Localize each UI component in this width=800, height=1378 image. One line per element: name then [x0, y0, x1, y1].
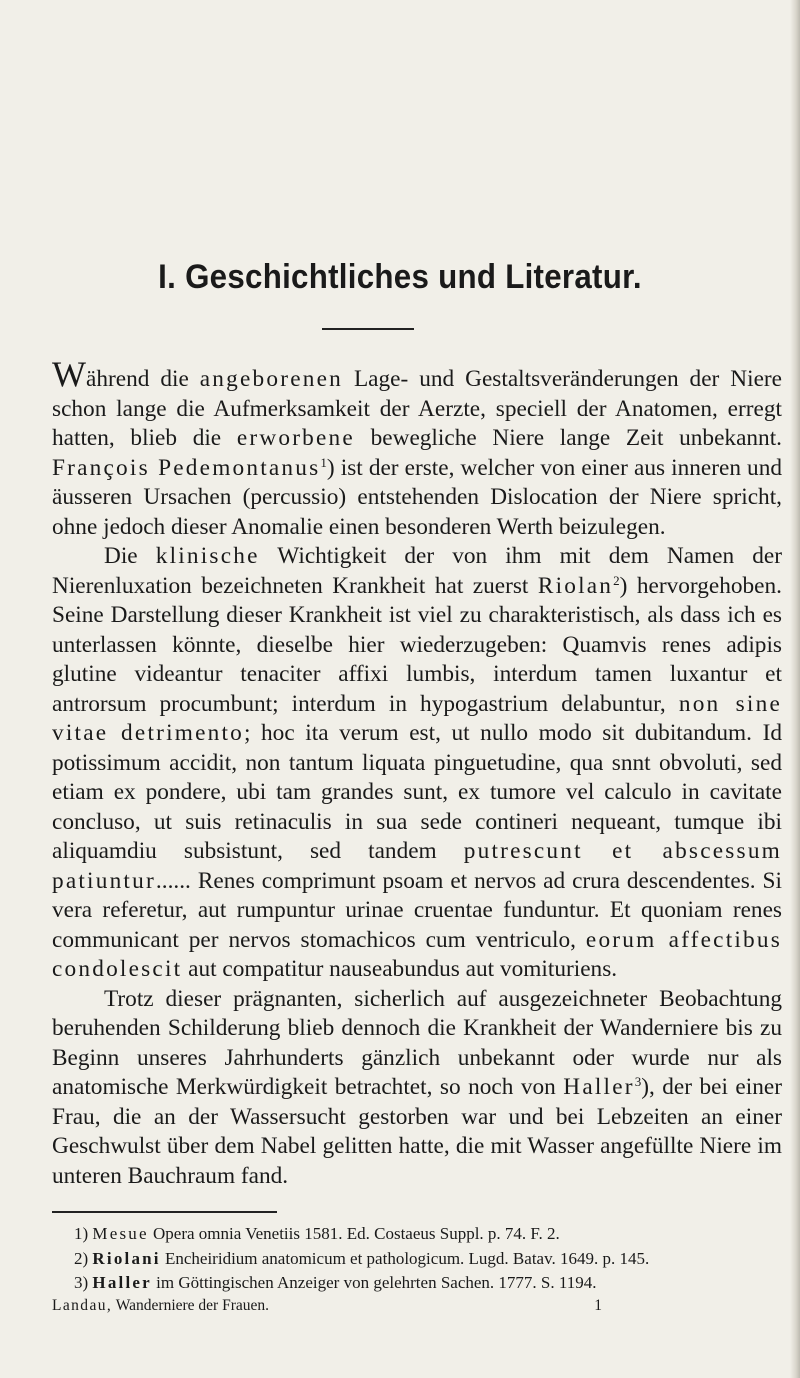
heading-rule	[322, 328, 414, 330]
author-name: Haller	[563, 1074, 635, 1100]
page-footer	[52, 1295, 782, 1317]
text-run: ; hoc ita verum est, ut nullo modo sit dubitandum. Id potissimum accidit, non tantum liquata pinguetudine, qua snnt obvoluti, sed etiam ex pondere, ubi tam grandes sunt, ex tumore vel calculo in cavitate concluso, ut suis retinaculis in sua sede contineri nequeant, tumque ibi aliquamdiu subsistunt, sed tandem	[52, 720, 782, 864]
author-name: Riolan	[537, 572, 614, 599]
text-run: ährend die	[85, 366, 200, 392]
footnote-text: im Göttingischen Anzeiger von gelehrten Sachen. 1777. S. 1194.	[156, 1273, 597, 1292]
spaced-term: angeborenen	[199, 366, 343, 392]
signature-mark: 1	[594, 1296, 602, 1314]
drop-cap: W	[52, 354, 86, 394]
chapter-heading: I. Geschichtliches und Literatur.	[158, 258, 642, 296]
footnote-ref: 2	[613, 572, 620, 588]
footer-author: Landau,	[52, 1296, 113, 1314]
text-run: ) hervorgehoben. Seine Darstellung dieser Krankheit ist viel zu charakteristisch, als dass ich es unterlassen könnte, dieselbe hier wiederzugeben: Quamvis renes adipis glutine videantur tenaciter affixi lumbis, interdum tamen luxantur et antrorsum procumbunt; interdum in hypogastrium delabuntur,	[52, 572, 782, 717]
spaced-term: eorum affectibus condolescit	[52, 926, 782, 982]
footer-title: Wanderniere der Frauen.	[115, 1296, 270, 1314]
footnote-author: Mesue	[92, 1224, 149, 1243]
spaced-term: putrescunt et abscessum patiuntur	[52, 838, 782, 894]
text-run: Lage- und Gestaltsveränderungen der Niere schon lange die Aufmerksamkeit der Aerzte, speciell der Anatomen, erregt hatten, blieb die	[52, 366, 783, 451]
spaced-term: erworbene	[236, 425, 355, 451]
paragraph-2	[52, 542, 782, 985]
text-run: Die	[104, 543, 156, 569]
footnote-ref: 3	[634, 1074, 642, 1089]
footnote-ref: 1	[320, 454, 327, 470]
footer-book	[52, 1295, 269, 1317]
footnote-text: Encheiridium anatomicum et pathologicum. Lugd. Batav. 1649. p. 145.	[164, 1248, 650, 1268]
text-run: Trotz dieser prägnanten, sicherlich auf ausgezeichneter Beobachtung beruhenden Schilderung blieb dennoch die Krankheit der Wanderniere bis zu Beginn unseres Jahrhunderts gänzlich unbekannt oder wurde nur als anatomische Merkwürdigkeit betrachtet, so noch von	[52, 985, 782, 1100]
spaced-term: klinische	[155, 543, 260, 569]
text-run: aut compatitur nauseabundus aut vomituriens.	[182, 956, 618, 982]
author-name: François Pedemontanus	[52, 454, 321, 481]
text-run: Wichtigkeit der von ihm mit dem Namen der Nierenluxation bezeichneten Krankheit hat zuerst	[52, 543, 782, 599]
spaced-term: non sine vitae detrimento	[52, 690, 782, 746]
footnote-number: 3)	[74, 1273, 89, 1292]
footnote-author: Haller	[92, 1273, 152, 1292]
footnote-text: Opera omnia Venetiis 1581. Ed. Costaeus Suppl. p. 74. F. 2.	[153, 1224, 560, 1243]
text-run: ...... Renes comprimunt psoam et nervos ad crura descendentes. Si vera referetur, aut rumpuntur urinae cruentae funduntur. Et quoniam renes communicant per nervos stomachicos cum ventriculo,	[52, 867, 782, 953]
footnote-1	[52, 1222, 782, 1247]
paragraph-1	[52, 354, 783, 542]
footnote-3	[52, 1271, 782, 1296]
text-run: ) ist der erste, welcher von einer aus inneren und äusseren Ursachen (percussio) entstehenden Dislocation der Niere spricht, ohne jedoch dieser Anomalie einen besonderen Werth beizulegen.	[52, 454, 782, 540]
footnote-rule	[52, 1211, 277, 1213]
body-text	[52, 354, 783, 1191]
footnote-2	[52, 1247, 782, 1272]
footnote-number: 2)	[74, 1248, 89, 1268]
footnote-number: 1)	[74, 1224, 89, 1243]
footnote-author: Riolani	[92, 1248, 161, 1268]
text-run: ), der bei einer Frau, die an der Wassersucht gestorben war und bei Lebzeiten an einer Geschwulst über dem Nabel gelitten hatte, die mit Wasser angefüllte Niere im unteren Bauchraum fand.	[52, 1074, 782, 1189]
footnotes	[52, 1222, 782, 1317]
paragraph-3	[52, 985, 782, 1192]
page-edge-shadow	[790, 0, 800, 1378]
text-run: bewegliche Niere lange Zeit unbekannt.	[354, 425, 782, 451]
